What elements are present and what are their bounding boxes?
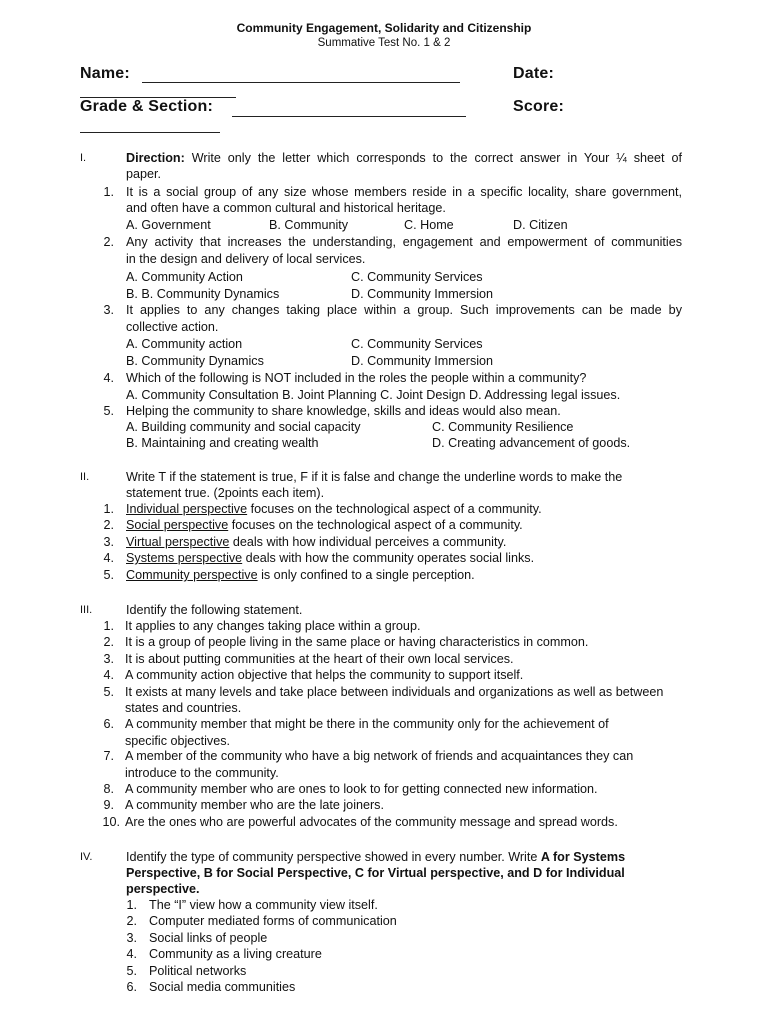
identify-item: A community action objective that helps the community to support itself.	[125, 668, 524, 682]
perspective-item: Community as a living creature	[149, 947, 322, 961]
tf-item	[126, 550, 534, 566]
document-title: Community Engagement, Solidarity and Citizenship	[236, 21, 532, 35]
tf-item-number: 3.	[103, 535, 114, 549]
tf-item	[126, 501, 542, 517]
identify-item: It exists at many levels and take place between individuals and organizations as well as between	[125, 685, 664, 699]
part-2-instruction-line1: Write T if the statement is true, F if it is false and change the underline words to make the	[126, 470, 623, 484]
direction-continued: paper.	[126, 167, 162, 181]
part-3-numeral: III.	[80, 604, 93, 616]
identify-item-number: 10.	[102, 815, 120, 829]
tf-statement: focuses on the technological aspect of a community.	[247, 502, 542, 516]
perspective-item: The “I” view how a community view itself.	[149, 898, 378, 912]
date-label: Date:	[513, 65, 555, 82]
score-line	[80, 132, 220, 133]
identify-item-number: 8.	[103, 782, 114, 796]
q3-option-a: A. Community action	[126, 337, 243, 351]
part-1-direction	[126, 150, 682, 166]
part-4-numeral: IV.	[80, 851, 93, 863]
perspective-item-number: 3.	[126, 931, 137, 945]
identify-item-number: 3.	[103, 652, 114, 666]
q1-text-line2: and often have a common cultural and historical heritage.	[126, 201, 446, 215]
q2-option-b: B. B. Community Dynamics	[126, 287, 280, 301]
identify-item: It is about putting communities at the heart of their own local services.	[125, 652, 514, 666]
grade-section-line	[232, 116, 466, 117]
perspective-item-number: 4.	[126, 947, 137, 961]
part-4-key-1: A for Systems	[540, 850, 626, 864]
q1-option-c: C. Home	[404, 218, 454, 232]
identify-item-number: 6.	[103, 717, 114, 731]
q2-number: 2.	[103, 235, 114, 249]
perspective-item-number: 2.	[126, 914, 137, 928]
q3-number: 3.	[103, 303, 114, 317]
perspective-item: Computer mediated forms of communication	[149, 914, 397, 928]
perspective-item: Social links of people	[149, 931, 268, 945]
part-2-numeral: II.	[80, 471, 90, 483]
identify-item: It is a group of people living in the same place or having characteristics in common.	[125, 635, 589, 649]
identify-item: A community member who are ones to look to for getting connected new information.	[125, 782, 598, 796]
underlined-term: Systems perspective	[126, 551, 243, 565]
q3-option-b: B. Community Dynamics	[126, 354, 264, 368]
direction-label: Direction:	[126, 151, 185, 165]
grade-section-label: Grade & Section:	[80, 98, 214, 115]
tf-statement: focuses on the technological aspect of a community.	[228, 518, 523, 532]
perspective-item-number: 6.	[126, 980, 137, 994]
tf-statement: deals with how individual perceives a community.	[229, 535, 507, 549]
tf-item	[126, 534, 506, 550]
part-4-key-2: Perspective, B for Social Perspective, C for Virtual perspective, and D for Individual	[126, 866, 625, 880]
underlined-term: Community perspective	[126, 568, 258, 582]
perspective-item-number: 1.	[126, 898, 137, 912]
identify-item-number: 2.	[103, 635, 114, 649]
document-subtitle: Summative Test No. 1 & 2	[317, 37, 451, 49]
q2-text-line2: in the design and delivery of local services.	[126, 252, 366, 266]
tf-statement: deals with how the community operates social links.	[242, 551, 535, 565]
q5-option-a: A. Building community and social capacity	[126, 420, 361, 434]
part-4-instruction-line3	[126, 881, 200, 897]
tf-item-number: 5.	[103, 568, 114, 582]
q5-text: Helping the community to share knowledge, skills and ideas would also mean.	[126, 404, 561, 418]
perspective-item: Political networks	[149, 964, 247, 978]
q4-options: A. Community Consultation B. Joint Planning C. Joint Design D. Addressing legal issues.	[126, 388, 621, 402]
underlined-term: Individual perspective	[126, 502, 248, 516]
q5-option-c: C. Community Resilience	[432, 420, 574, 434]
tf-item-number: 2.	[103, 518, 114, 532]
identify-item-number: 1.	[103, 619, 114, 633]
perspective-item: Social media communities	[149, 980, 296, 994]
part-4-instruction-text: Identify the type of community perspective showed in every number. Write	[126, 850, 541, 864]
tf-item-number: 4.	[103, 551, 114, 565]
q3-option-c: C. Community Services	[351, 337, 483, 351]
q3-text-line1: It applies to any changes taking place within a group. Such improvements can be made by	[126, 303, 682, 317]
part-3-instruction: Identify the following statement.	[126, 603, 303, 617]
identify-item-continued: states and countries.	[125, 701, 242, 715]
direction-text: Write only the letter which corresponds to the correct answer in Your ¼ sheet of	[184, 151, 682, 165]
identify-item: It applies to any changes taking place within a group.	[125, 619, 421, 633]
identify-item-number: 5.	[103, 685, 114, 699]
q1-option-d: D. Citizen	[513, 218, 568, 232]
tf-statement: is only confined to a single perception.	[257, 568, 475, 582]
q1-option-a: A. Government	[126, 218, 211, 232]
q1-number: 1.	[103, 185, 114, 199]
identify-item: A community member who are the late joiners.	[125, 798, 384, 812]
underlined-term: Virtual perspective	[126, 535, 230, 549]
q2-text-line1: Any activity that increases the understanding, engagement and empowerment of communities	[126, 235, 682, 249]
tf-item	[126, 567, 475, 583]
identify-item-number: 4.	[103, 668, 114, 682]
name-line	[142, 82, 460, 83]
q2-option-d: D. Community Immersion	[351, 287, 494, 301]
q2-option-c: C. Community Services	[351, 270, 483, 284]
q1-option-b: B. Community	[269, 218, 349, 232]
q2-option-a: A. Community Action	[126, 270, 243, 284]
identify-item: A community member that might be there in the community only for the achievement of	[125, 717, 609, 731]
tf-item	[126, 517, 523, 533]
q3-option-d: D. Community Immersion	[351, 354, 494, 368]
q5-option-b: B. Maintaining and creating wealth	[126, 436, 319, 450]
underlined-term: Social perspective	[126, 518, 229, 532]
name-label: Name:	[80, 65, 130, 82]
identify-item-number: 9.	[103, 798, 114, 812]
q4-number: 4.	[103, 371, 114, 385]
part-4-instruction-line1	[126, 849, 625, 865]
identify-item: A member of the community who have a big network of friends and acquaintances they can	[125, 749, 634, 763]
q4-text: Which of the following is NOT included in the roles the people within a community?	[126, 371, 587, 385]
score-label: Score:	[513, 98, 564, 115]
q5-number: 5.	[103, 404, 114, 418]
part-4-instruction-line2	[126, 865, 625, 881]
q1-text-line1: It is a social group of any size whose members reside in a specific locality, share government,	[126, 185, 682, 199]
identify-item-continued: introduce to the community.	[125, 766, 279, 780]
part-4-key-3: perspective.	[126, 882, 200, 896]
identify-item-number: 7.	[103, 749, 114, 763]
q5-option-d: D. Creating advancement of goods.	[432, 436, 631, 450]
part-2-instruction-line2: statement true. (2points each item).	[126, 486, 325, 500]
identify-item: Are the ones who are powerful advocates of the community message and spread words.	[125, 815, 618, 829]
tf-item-number: 1.	[103, 502, 114, 516]
q3-text-line2: collective action.	[126, 320, 219, 334]
part-1-numeral: I.	[80, 152, 87, 164]
identify-item-continued: specific objectives.	[125, 734, 230, 748]
perspective-item-number: 5.	[126, 964, 137, 978]
